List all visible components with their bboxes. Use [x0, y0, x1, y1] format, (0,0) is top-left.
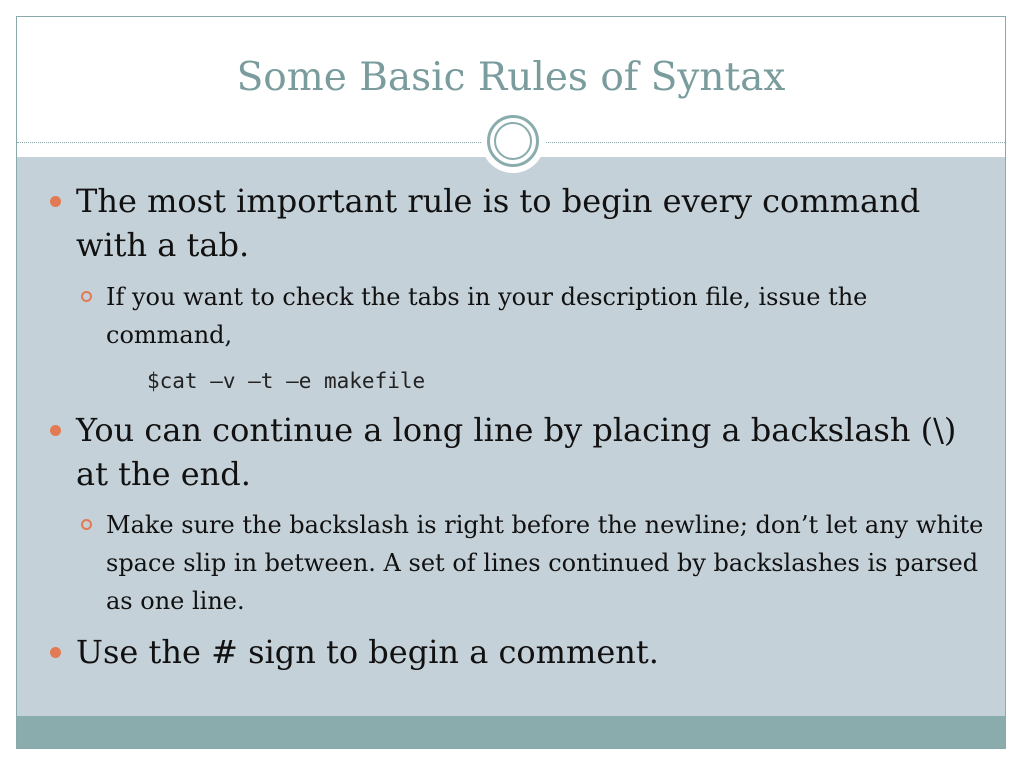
bullet-text: The most important rule is to begin every command with a tab. [76, 182, 921, 264]
bullet-item [76, 408, 976, 496]
bullet-item [76, 630, 976, 674]
bullet-dot-icon [50, 425, 61, 436]
sub-bullet-text: If you want to check the tabs in your description file, issue the command, [106, 283, 868, 349]
sub-bullet-ring-icon [81, 519, 92, 530]
code-command: $cat –v –t –e makefile [147, 369, 426, 393]
bullet-text: You can continue a long line by placing a backslash (\) at the end. [76, 411, 957, 493]
sub-bullet-item [106, 278, 986, 354]
sub-bullet-ring-icon [81, 291, 92, 302]
footer-bar [17, 716, 1005, 749]
circle-ornament-inner-icon [494, 122, 532, 160]
sub-bullet-text: Make sure the backslash is right before the newline; don’t let any white space slip in between. A set of lines continued by backslashes is parsed as one line. [106, 511, 984, 615]
bullet-item [76, 179, 976, 267]
bullet-text: Use the # sign to begin a comment. [76, 633, 659, 671]
bullet-dot-icon [50, 647, 61, 658]
slide [16, 16, 1006, 749]
bullet-dot-icon [50, 196, 61, 207]
sub-bullet-item [106, 506, 986, 620]
slide-title: Some Basic Rules of Syntax [236, 55, 786, 100]
